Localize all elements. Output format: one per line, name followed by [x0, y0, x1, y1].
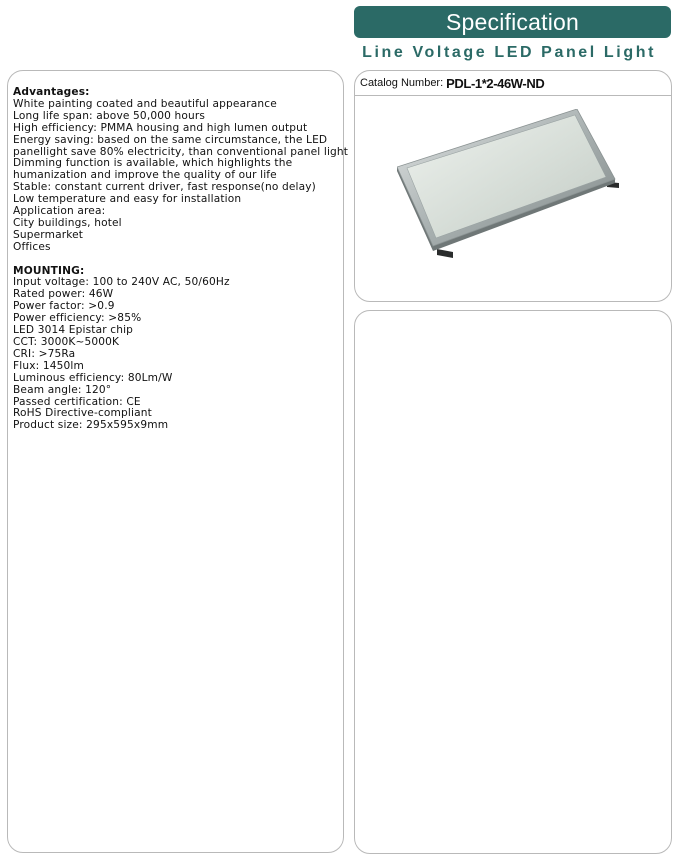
advantages-line: High efficiency: PMMA housing and high lumen output	[13, 121, 308, 134]
advantages-line: Energy saving: based on the same circumstance, the LED	[13, 133, 328, 146]
panel-foot	[437, 249, 453, 258]
advantages-line: White painting coated and beautiful appearance	[13, 97, 277, 110]
catalog-panel	[354, 70, 672, 302]
mounting-line: Power factor: >0.9	[13, 300, 115, 313]
mounting-line: Power efficiency: >85%	[13, 312, 142, 325]
mounting-line: Passed certification: CE	[13, 395, 141, 408]
advantages-heading: Advantages:	[13, 86, 90, 98]
led-panel-image	[397, 109, 623, 267]
mounting-line: Flux: 1450lm	[13, 359, 84, 372]
mounting-heading: MOUNTING:	[13, 264, 85, 277]
mounting-line: CCT: 3000K~5000K	[13, 336, 120, 349]
catalog-row	[355, 71, 671, 96]
mounting-line: CRI: >75Ra	[13, 347, 76, 360]
advantages-line: Stable: constant current driver, fast response(no delay)	[13, 181, 316, 194]
catalog-number: PDL-1*2-46W-ND	[446, 75, 545, 91]
advantages-line: Dimming function is available, which highlights the	[13, 157, 293, 170]
mounting-line: Beam angle: 120°	[13, 383, 112, 396]
mounting-line: Rated power: 46W	[13, 288, 114, 301]
section-spacer	[13, 254, 338, 266]
description-panel	[7, 70, 349, 853]
mounting-line: LED 3014 Epistar chip	[13, 324, 134, 337]
mounting-line: RoHS Directive-compliant	[13, 407, 152, 420]
advantages-line: Application area:	[13, 205, 106, 218]
advantages-line: humanization and improve the quality of our life	[13, 169, 277, 182]
product-subtitle: Line Voltage LED Panel Light	[362, 44, 656, 61]
advantages-line: Long life span: above 50,000 hours	[13, 109, 206, 122]
header-bar	[354, 6, 671, 38]
advantages-line: City buildings, hotel	[13, 216, 122, 229]
mounting-line: Luminous efficiency: 80Lm/W	[13, 371, 173, 384]
advantages-line: Low temperature and easy for installation	[13, 193, 242, 206]
advantages-line: Supermarket	[13, 228, 84, 241]
mounting-line: Input voltage: 100 to 240V AC, 50/60Hz	[13, 276, 230, 289]
mounting-line: Product size: 295x595x9mm	[13, 419, 169, 432]
advantages-line: panellight save 80% electricity, than conventional panel light	[13, 145, 349, 158]
catalog-label: Catalog Number:	[360, 77, 444, 89]
blank-panel	[354, 310, 672, 854]
advantages-line: Offices	[13, 240, 51, 253]
page-title: Specification	[445, 8, 579, 35]
